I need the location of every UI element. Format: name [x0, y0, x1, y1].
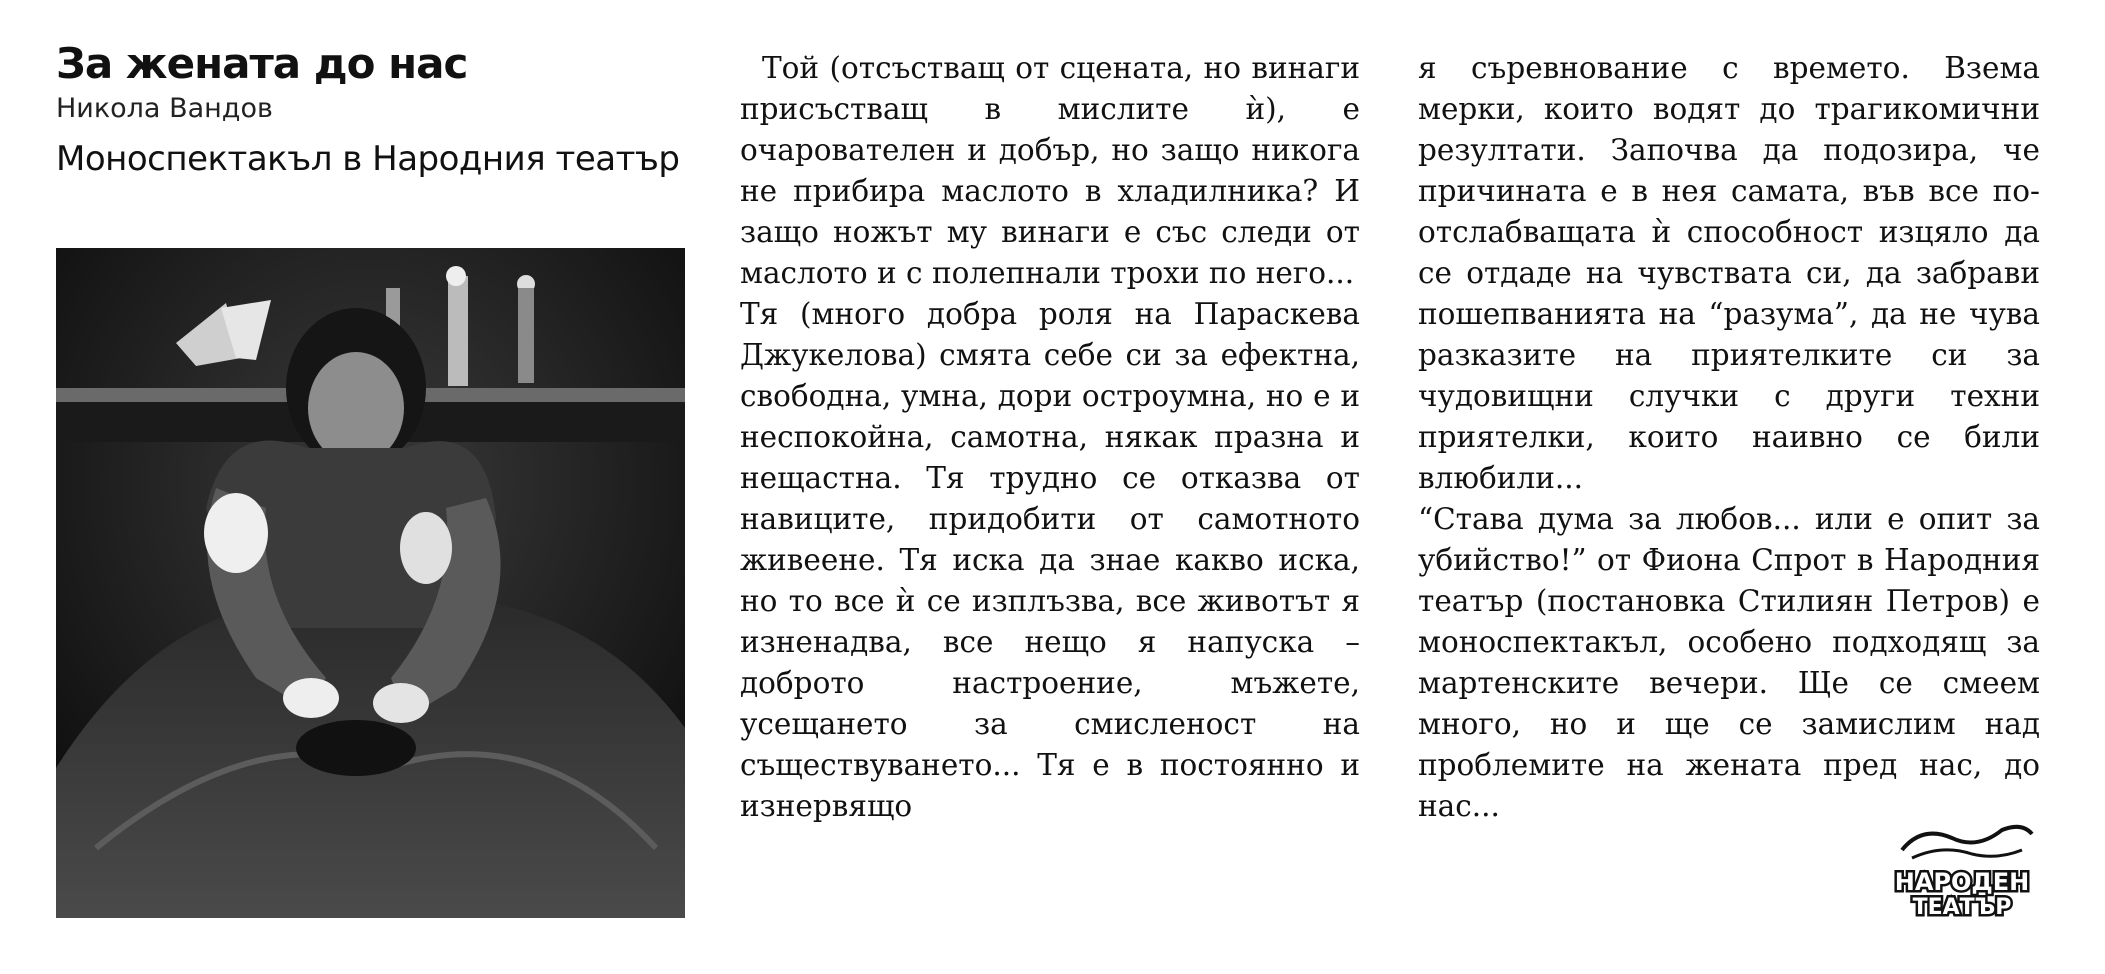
performance-photo	[56, 248, 685, 918]
article-column-2	[740, 48, 1360, 827]
theatre-performance-photo-icon	[56, 248, 685, 918]
article-author: Никола Вандов	[56, 93, 273, 124]
svg-text:НАРОДЕН: НАРОДЕН	[1894, 868, 2030, 896]
svg-text:ТЕАТЪР: ТЕАТЪР	[1912, 895, 2012, 920]
paragraph: Той (отсъстващ от сцената, но винаги присъстващ в мислите ѝ), е очарователен и добър, но защо никога не прибира маслото в хладилника? И защо ножът му винаги е със следи от маслото и с полепнали трохи по него...	[740, 51, 1360, 290]
paragraph: “Става дума за любов... или е опит за убийство!” от Фиона Спрот в Народния театър (постановка Стилиян Петров) е моноспектакъл, особено подходящ за мартенските вечери. Ще се смеем много, но и ще се замислим над проблемите на жената пред нас, до нас...	[1418, 502, 2040, 823]
article-title: За жената до нас	[56, 39, 468, 88]
article-header	[56, 36, 696, 182]
national-theatre-logo	[1882, 820, 2042, 920]
paragraph: Тя (много добра роля на Параскева Джукелова) смята себе си за ефектна, свободна, умна, дори остроумна, но е и неспокойна, самотна, някак празна и нещастна. Тя трудно се отказва от навиците, придобити от самотното живеене. Тя иска да знае какво иска, но то все ѝ се изплъзва, все животът я изненадва, все нещо я напуска – доброто настроение, мъжете, усещането за смисленост на съществуването... Тя е в постоянно и изнервящо	[740, 297, 1360, 823]
article-column-3	[1418, 48, 2040, 827]
article-subtitle: Моноспектакъл в Народния театър	[56, 139, 680, 179]
theatre-logo-icon	[1882, 820, 2042, 920]
paragraph: я съревнование с времето. Взема мерки, които водят до трагикомични резултати. Започва да подозира, че причината е в нея самата, във все по-отслабващата ѝ способност изцяло да се отдаде на чувствата си, да забрави пошепванията на “разума”, да не чува разказите на приятелките си за чудовищни случки с други техни приятелки, които наивно се били влюбили...	[1418, 51, 2040, 495]
